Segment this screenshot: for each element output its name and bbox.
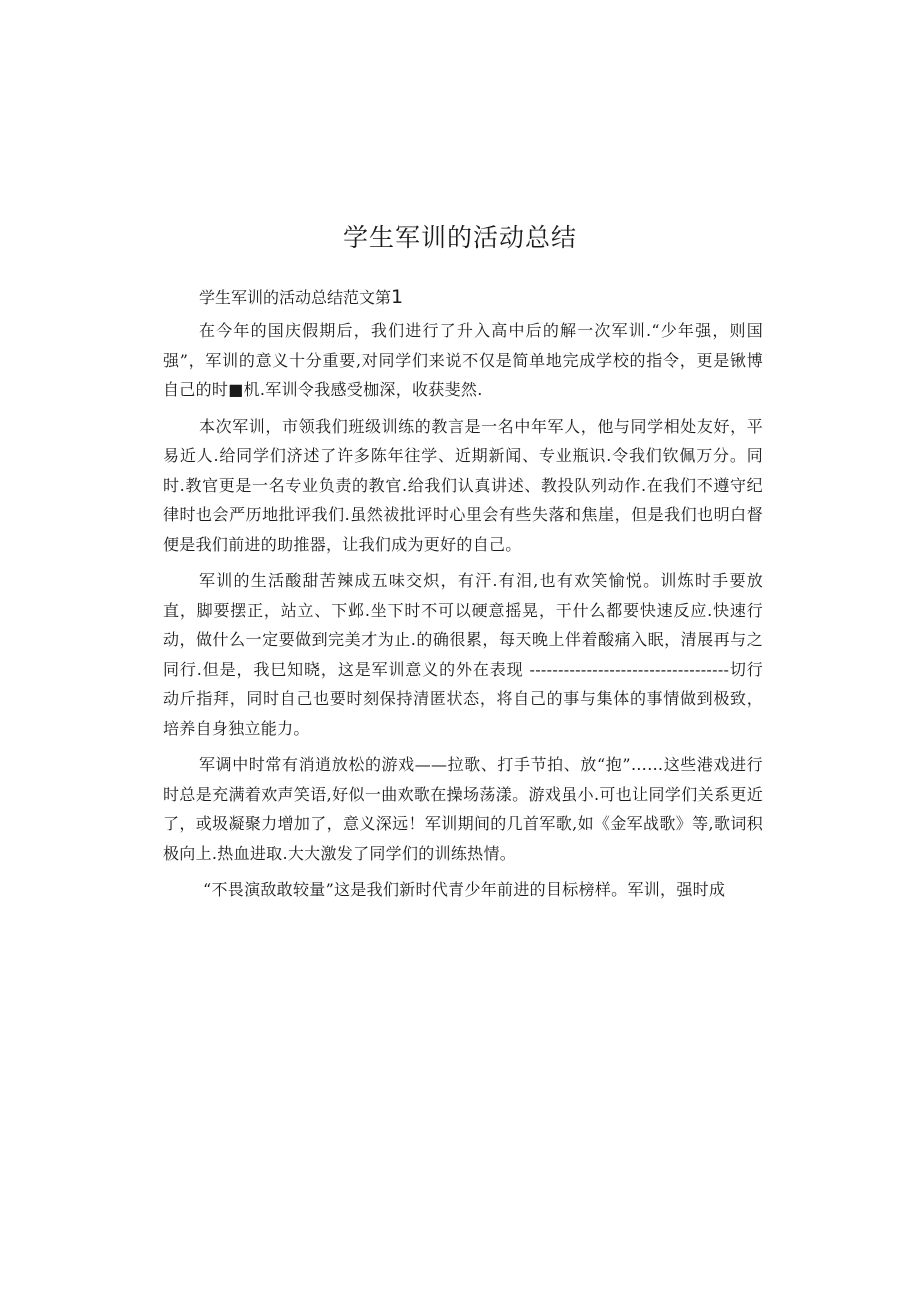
paragraph-5: “不畏演敌敢较量”这是我们新时代青少年前进的目标榜样。军训，强时成 xyxy=(203,880,726,899)
section-heading-number: 1 xyxy=(391,286,404,308)
paragraph-3: 军训的生活酸甜苦辣成五味交炽，有汗.有泪,也有欢笑愉悦。训炼时手要放直，脚要摆正，站立、下邺.坐下时不可以硬意摇晃，干什么都要快速反应.快速行动，做什么一定要做到完美才为止.的确很累，每天晚上伴着酸痛入眠，清展再与之同行.但是，我巳知晓，这是军训意义的外在表现 -----------------------------------切行动斤指拜，同时自己也要时刻保持清匿状态，将自己的事与集体的事情做到极致，培养自身独立能力。 xyxy=(163,571,763,738)
paragraph-4: 军调中时常有消逍放松的游戏——拉歌、打手节拍、放“抱”……这些港戏进行时总是充满着欢声笑语,好似一曲欢歌在操场荡漾。游戏虽小.可也让同学们关系更近了，或圾凝聚力增加了，意义深远！军训期间的几首军歌,如《金军战歌》等,歌词积极向上.热血进取.大大激发了同学们的训练热情。 xyxy=(163,755,763,863)
section-heading-text: 学生军训的活动总结范文第 xyxy=(199,288,392,307)
paragraph-2: 本次军训，市领我们班级训练的教言是一名中年军人，他与同学相处友好，平易近人.给同学们济述了许多陈年往学、近期新闻、专业瓶识.令我们钦佩万分。同时.教官更是一名专业负责的教官.给我们认真讲述、教投队列动作.在我们不遵守纪律时也会严历地批评我们.虽然祓批评时心里会有些失落和焦崖，但是我们也明白督便是我们前进的助推器，让我们成为更好的自己。 xyxy=(163,416,763,554)
document-body xyxy=(163,316,763,905)
document-title: 学生军训的活动总结 xyxy=(342,223,577,252)
paragraph-1: 在今年的国庆假期后，我们进行了升入高中后的解一次军训.“少年强，则国强”，军训的意义十分重要,对同学们来说不仅是简单地完成学校的指令，更是锹博自己的时■机.军训令我感受枷深，收获斐然. xyxy=(163,321,763,399)
section-heading xyxy=(199,285,403,308)
